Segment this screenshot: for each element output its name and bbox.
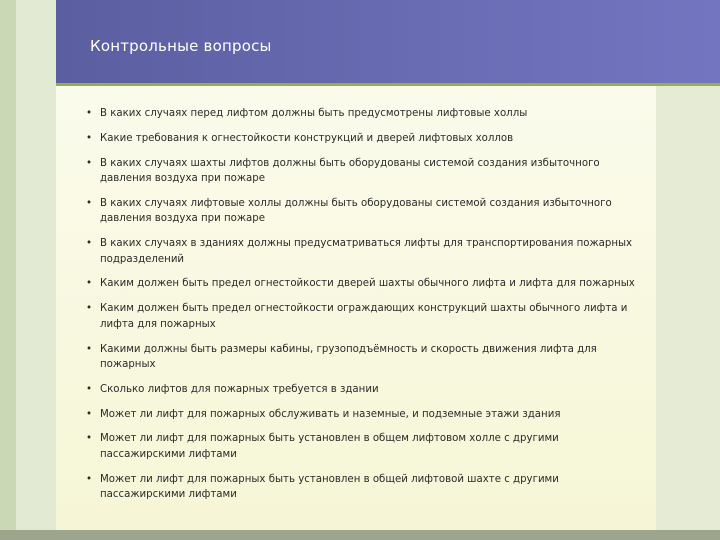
list-item: • Какие требования к огнестойкости конструкций и дверей лифтовых холлов	[84, 131, 644, 147]
list-item: • В каких случаях шахты лифтов должны быть оборудованы системой создания избыточного давления воздуха при пожаре	[84, 156, 644, 187]
list-item: • В каких случаях перед лифтом должны быть предусмотрены лифтовые холлы	[84, 106, 644, 122]
left-decor-stripe	[0, 0, 16, 540]
list-item: • Каким должен быть предел огнестойкости ограждающих конструкций шахты обычного лифта и лифта для пожарных	[84, 301, 644, 332]
slide-title: Контрольные вопросы	[90, 37, 272, 55]
list-item: • В каких случаях лифтовые холлы должны быть оборудованы системой создания избыточного давления воздуха при пожаре	[84, 196, 644, 227]
question-list	[84, 106, 644, 512]
slide-header	[56, 0, 720, 83]
list-item: • Может ли лифт для пожарных обслуживать и наземные, и подземные этажи здания	[84, 407, 644, 423]
bottom-decor-bar	[0, 530, 720, 540]
list-item: • В каких случаях в зданиях должны предусматриваться лифты для транспортирования пожарных подразделений	[84, 236, 644, 267]
left-decor-panel	[16, 0, 56, 540]
list-item: • Может ли лифт для пожарных быть установлен в общей лифтовой шахте с другими пассажирскими лифтами	[84, 472, 644, 503]
list-item: • Может ли лифт для пожарных быть установлен в общем лифтовом холле с другими пассажирскими лифтами	[84, 431, 644, 462]
list-item: • Какими должны быть размеры кабины, грузоподъёмность и скорость движения лифта для пожарных	[84, 342, 644, 373]
list-item: • Сколько лифтов для пожарных требуется в здании	[84, 382, 644, 398]
right-decor-panel	[656, 86, 720, 530]
list-item: • Каким должен быть предел огнестойкости дверей шахты обычного лифта и лифта для пожарных	[84, 276, 644, 292]
